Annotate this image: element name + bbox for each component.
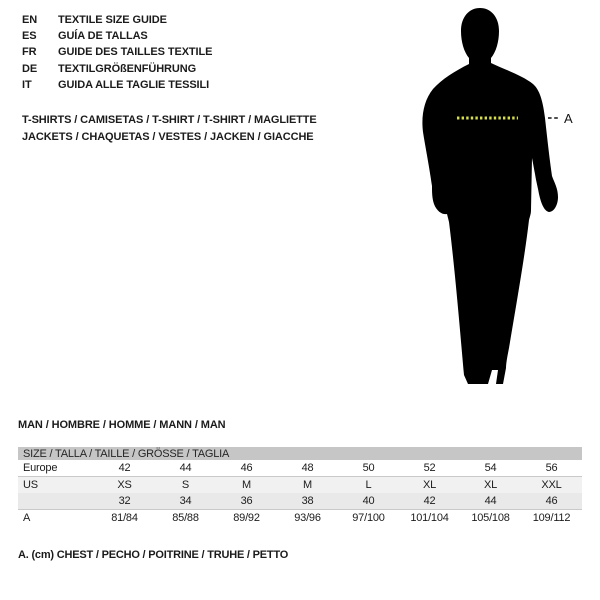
table-cell: 46 xyxy=(216,460,277,477)
table-cell: 105/108 xyxy=(471,512,510,524)
table-cell: 44 xyxy=(460,493,521,510)
language-label: GUÍA DE TALLAS xyxy=(58,30,148,43)
table-cell: 48 xyxy=(277,460,338,477)
table-cell: 56 xyxy=(521,460,582,477)
language-row-fr xyxy=(22,44,212,60)
man-silhouette-svg xyxy=(400,0,600,400)
section-title-man: MAN / HOMBRE / HOMME / MANN / MAN xyxy=(18,419,226,431)
garment-categories xyxy=(22,112,317,146)
category-jackets: JACKETS / CHAQUETAS / VESTES / JACKEN / GIACCHE xyxy=(22,131,314,143)
table-cell: 85/88 xyxy=(172,512,199,524)
table-cell: 32 xyxy=(94,493,155,510)
table-row-europe xyxy=(18,460,582,477)
table-cell: XS xyxy=(94,477,155,494)
language-code: EN xyxy=(22,14,38,27)
language-code: FR xyxy=(22,46,37,59)
table-cell: 89/92 xyxy=(233,512,260,524)
language-label: TEXTILGRÖßENFÜHRUNG xyxy=(58,62,197,75)
language-row-it xyxy=(22,77,212,93)
table-cell: M xyxy=(216,477,277,494)
table-cell: 34 xyxy=(155,493,216,510)
language-list xyxy=(22,12,212,93)
table-cell: 46 xyxy=(521,493,582,510)
table-cell: 42 xyxy=(399,493,460,510)
row-label: US xyxy=(18,477,94,494)
man-figure xyxy=(400,0,600,400)
category-tshirts: T-SHIRTS / CAMISETAS / T-SHIRT / T-SHIRT / MAGLIETTE xyxy=(22,114,317,126)
table-row-uk xyxy=(18,493,582,510)
table-cell: 38 xyxy=(277,493,338,510)
measure-label-a: A xyxy=(564,111,573,126)
language-code: IT xyxy=(22,78,32,91)
table-cell: 54 xyxy=(460,460,521,477)
language-code: DE xyxy=(22,62,38,75)
table-cell: M xyxy=(277,477,338,494)
row-label xyxy=(18,493,94,510)
table-cell: 97/100 xyxy=(352,512,385,524)
table-cell: XL xyxy=(399,477,460,494)
table-cell: 36 xyxy=(216,493,277,510)
language-row-es xyxy=(22,28,212,44)
table-cell: 42 xyxy=(94,460,155,477)
table-row-us xyxy=(18,477,582,494)
table-cell: 93/96 xyxy=(294,512,321,524)
language-label: TEXTILE SIZE GUIDE xyxy=(58,14,167,27)
footnote-chest: A. (cm) CHEST / PECHO / POITRINE / TRUHE / PETTO xyxy=(18,549,289,561)
table-cell: XXL xyxy=(521,477,582,494)
table-row-chest-a xyxy=(18,510,582,527)
language-label: GUIDA ALLE TAGLIE TESSILI xyxy=(58,78,210,91)
size-table xyxy=(18,447,582,526)
row-label: Europe xyxy=(18,460,94,477)
table-cell: 40 xyxy=(338,493,399,510)
table-cell: L xyxy=(338,477,399,494)
table-header: SIZE / TALLA / TAILLE / GRÖSSE / TAGLIA xyxy=(18,447,582,460)
table-cell: 52 xyxy=(399,460,460,477)
man-silhouette xyxy=(422,8,558,384)
table-cell: 81/84 xyxy=(111,512,138,524)
table-cell: 44 xyxy=(155,460,216,477)
row-label: A xyxy=(23,512,31,524)
table-cell: 50 xyxy=(338,460,399,477)
language-row-en xyxy=(22,12,212,28)
language-code: ES xyxy=(22,30,37,43)
table-cell: XL xyxy=(460,477,521,494)
table-cell: 101/104 xyxy=(410,512,449,524)
language-row-de xyxy=(22,61,212,77)
table-cell: 109/112 xyxy=(532,512,571,524)
language-label: GUIDE DES TAILLES TEXTILE xyxy=(58,46,213,59)
table-header-row xyxy=(18,447,582,460)
table-cell: S xyxy=(155,477,216,494)
